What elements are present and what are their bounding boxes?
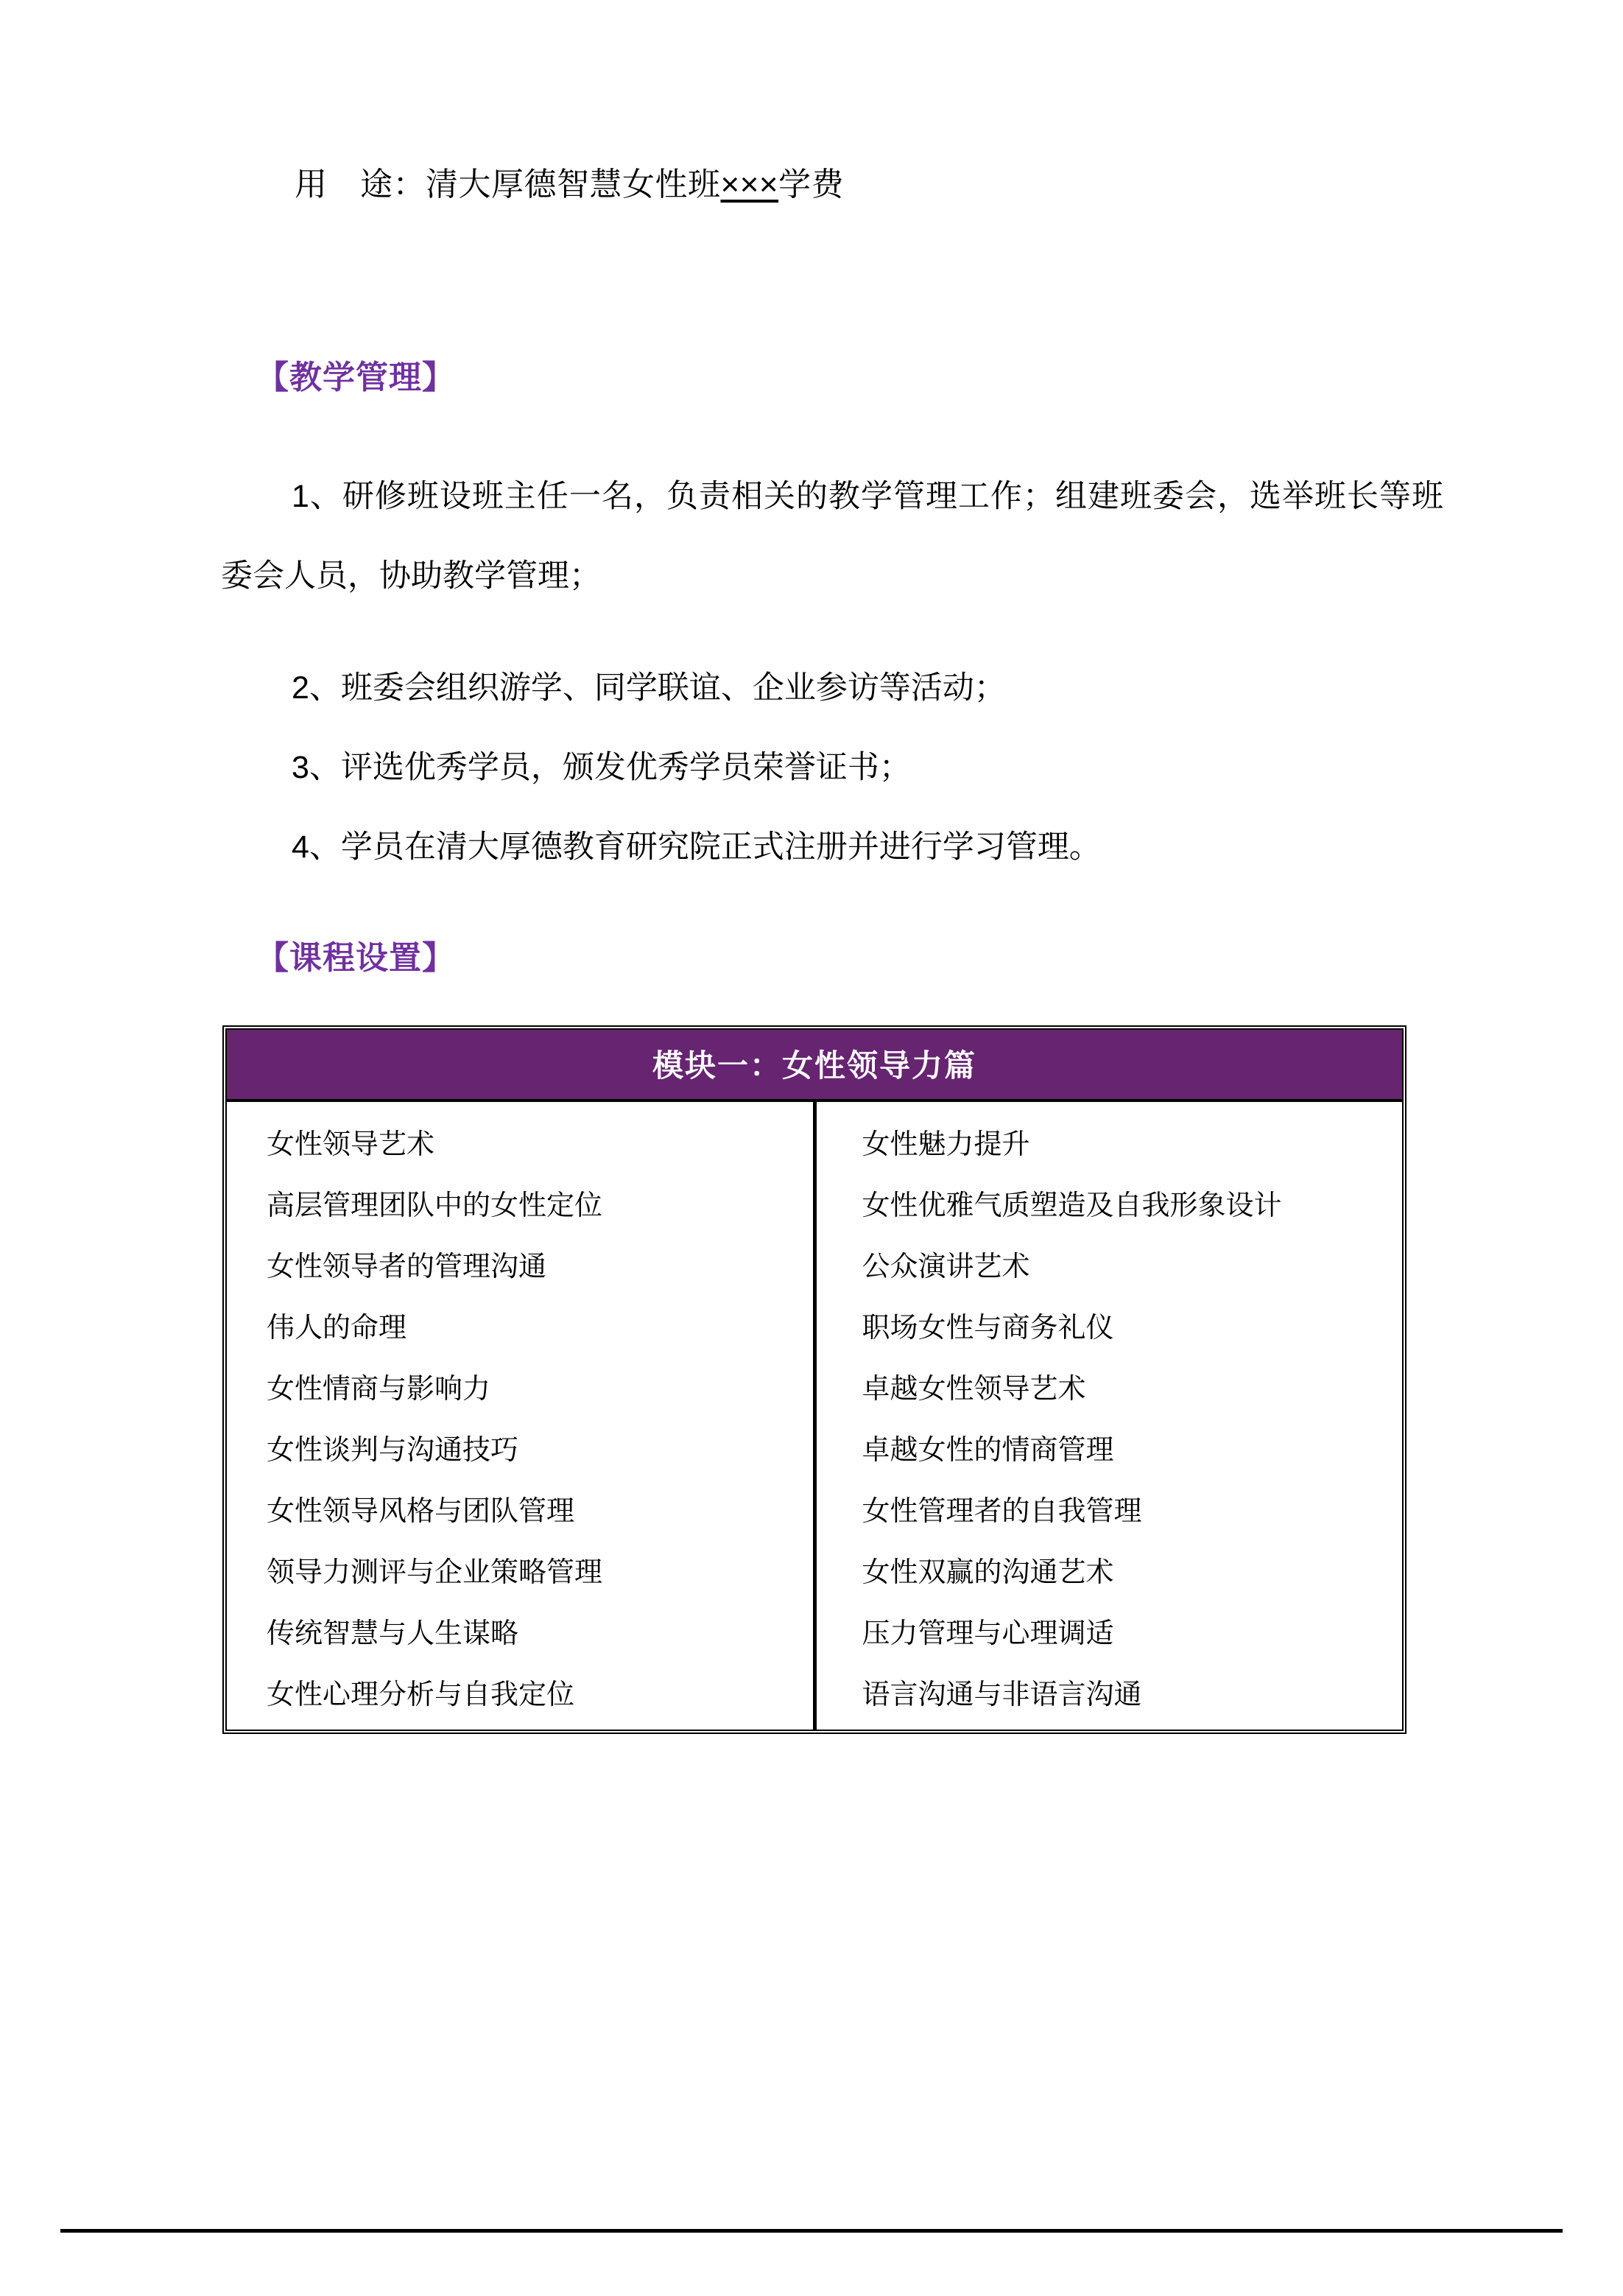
table-row (227, 1355, 1402, 1416)
course-table-container (222, 1025, 1407, 1734)
course-table-body (227, 1100, 1402, 1730)
teaching-item-3: 3、评选优秀学员，颁发优秀学员荣誉证书； (292, 750, 911, 785)
course-cell-left: 女性谈判与沟通技巧 (227, 1416, 814, 1478)
course-cell-left: 传统智慧与人生谋略 (227, 1600, 814, 1661)
purpose-text-after: 学费 (778, 166, 845, 203)
course-cell-left: 女性领导艺术 (227, 1100, 814, 1172)
course-cell-left: 女性领导者的管理沟通 (227, 1233, 814, 1294)
purpose-label: 用 途： (295, 166, 426, 203)
course-cell-left: 女性情商与影响力 (227, 1355, 814, 1416)
course-cell-right: 卓越女性的情商管理 (862, 1435, 1114, 1466)
course-cell-right: 公众演讲艺术 (862, 1251, 1030, 1282)
table-row (227, 1100, 1402, 1172)
course-cell-right: 女性优雅气质塑造及自我形象设计 (862, 1190, 1282, 1221)
course-cell-right: 职场女性与商务礼仪 (862, 1313, 1114, 1344)
course-cell-right: 女性管理者的自我管理 (862, 1496, 1142, 1527)
course-cell-left: 伟人的命理 (227, 1294, 814, 1355)
purpose-line (295, 161, 844, 209)
teaching-item-1: 1、研修班设班主任一名，负责相关的教学管理工作；组建班委会，选举班长等班委会人员，协助教学管理； (221, 479, 1443, 594)
course-table-header-row (227, 1030, 1402, 1100)
table-row (227, 1416, 1402, 1478)
table-row (227, 1294, 1402, 1355)
teaching-item-2: 2、班委会组织游学、同学联谊、企业参访等活动； (292, 670, 1006, 706)
table-row (227, 1661, 1402, 1730)
course-cell-right: 女性魅力提升 (862, 1129, 1030, 1160)
table-row (227, 1478, 1402, 1539)
table-row (227, 1172, 1402, 1233)
purpose-text-before: 清大厚德智慧女性班 (426, 166, 721, 203)
course-cell-left: 女性领导风格与团队管理 (227, 1478, 814, 1539)
table-row (227, 1600, 1402, 1661)
section-heading-teaching-management: 【教学管理】 (256, 359, 455, 396)
course-table (227, 1030, 1402, 1730)
course-cell-right: 压力管理与心理调适 (862, 1618, 1114, 1649)
section-heading-course-setup: 【课程设置】 (256, 940, 455, 976)
course-cell-right: 卓越女性领导艺术 (862, 1374, 1086, 1405)
course-cell-left: 高层管理团队中的女性定位 (227, 1172, 814, 1233)
teaching-item-4: 4、学员在清大厚德教育研究院正式注册并进行学习管理。 (292, 829, 1101, 865)
module-header-cell: 模块一：女性领导力篇 (227, 1030, 1402, 1100)
course-table-head (227, 1030, 1402, 1100)
table-row (227, 1539, 1402, 1600)
table-row (227, 1233, 1402, 1294)
purpose-blank-marker: ××× (720, 166, 779, 203)
course-cell-left: 领导力测评与企业策略管理 (227, 1539, 814, 1600)
course-cell-left: 女性心理分析与自我定位 (227, 1661, 814, 1730)
course-cell-right: 语言沟通与非语言沟通 (862, 1679, 1142, 1710)
footer-separator-rule (60, 2229, 1563, 2233)
course-cell-right: 女性双赢的沟通艺术 (862, 1557, 1114, 1588)
